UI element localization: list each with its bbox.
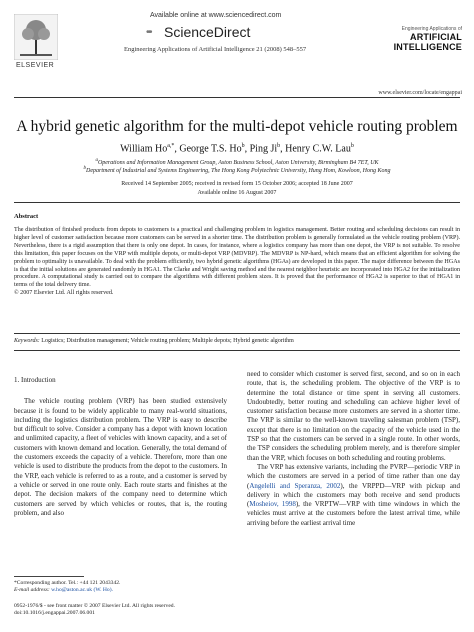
author-3-affil: b xyxy=(277,143,281,149)
citation-link-angelelli[interactable]: Angelelli and Speranza, 2002 xyxy=(249,481,341,490)
journal-url[interactable]: www.elsevier.com/locate/engappai xyxy=(378,90,462,96)
abstract-text: The distribution of finished products from depots to customers is a practical and challenging problem in logistics management. Better routing and scheduling decisions can result in higher level of customer satisfaction because more customers can be served in a shorter time. The distribution problem is generally formulated as the vehicle routing problem (VRP). Nevertheless, there is a rigid assumption that there is only one depot. In cases, for instance, where a logistics company has more than one depot, the VRP is not suitable. To resolve this limitation, this paper focuses on the VRP with multiple depots, or multi-depot VRP (MDVRP). The MDVRP is NP-hard, which means that an efficient algorithm for solving the problem to optimality is unavailable. To deal with the problem efficiently, two hybrid genetic algorithms (HGAs) are developed in this paper. The major difference between the HGAs is that the initial solutions are generated randomly in HGA1. The Clarke and Wright saving method and the nearest neighbor heuristic are incorporated into HGA2 for the initialization procedure. A computational study is carried out to compare the algorithms with different problem sizes. It is proved that the performance of HGA2 is superior to that of HGA1 in terms of the total delivery time. xyxy=(14,227,460,289)
author-1: William Ho xyxy=(120,143,168,155)
footnote-email-link[interactable]: w.ho@aston.ac.uk (W. Ho). xyxy=(49,587,113,593)
abstract-top-divider xyxy=(14,202,460,203)
keywords-label: Keywords: xyxy=(14,338,40,344)
author-3: , Ping Ji xyxy=(244,143,278,155)
journal-logo-line1: ARTIFICIAL xyxy=(410,32,462,42)
sciencedirect-label: ScienceDirect xyxy=(164,24,251,40)
author-list xyxy=(14,143,460,154)
body-divider xyxy=(14,350,460,351)
author-2: , George T.S. Ho xyxy=(174,143,242,155)
sciencedirect-brand xyxy=(146,24,251,40)
corresponding-author-footnote xyxy=(14,580,120,594)
intro-p2-text-c: ), the VRPTW—VRP with time windows in which the vehicles must arrive at the customers before the latest arrival time, while arriving before the earliest arrival time xyxy=(247,500,461,527)
intro-paragraph-1-cont: need to consider which customer is served first, second, and so on in each route, that is, the scheduling problem. The objective of the VRP is to determine the total distance or time spent in serving all customers. Undoubtedly, better routing and scheduling can achieve higher level of customer satisfaction because more customers are served in a shorter time. The VRP is similar to the well-known traveling salesman problem (TSP), except that there is no limitation on the capacity of the vehicle used in the TSP so that the customers can be served in a single route. In other words, the TSP considers the scheduling problem merely, and is therefore simpler than the VRP, which focuses on both scheduling and routing problems. xyxy=(247,370,460,462)
intro-p2-text-b: ), the VRPPD—VRP with pickup and delivery in which the customers may both receive and send products ( xyxy=(247,481,460,509)
left-column xyxy=(14,370,227,518)
section-heading-introduction: 1. Introduction xyxy=(14,376,56,384)
keywords xyxy=(14,338,460,344)
elsevier-tree-icon xyxy=(14,14,58,60)
intro-paragraph-1: The vehicle routing problem (VRP) has been studied extensively because it is found to be widely applicable to many real-world situations, including the logistics distribution problem. The VRP is easy to describe but difficult to solve. Consider a company has a depot with known location and unlimited capacity, a fleet of vehicles with known capacity, and a set of customers with known demand and location. Generally, the total demand of the customers exceeds the capacity of a vehicle. Therefore, more than one vehicle is used to distribute the products from the depot to the customers. In the VRP, each vehicle is referred to as a route, and a customer is served by a vehicle or served in one route only. Each route starts and finishes at the depot. The decision makers of the company need to determine which customers are served by which vehicles or routes, that is, the routing problem, and also xyxy=(14,397,227,517)
footnote-divider xyxy=(14,576,84,577)
abstract-copyright: © 2007 Elsevier Ltd. All rights reserved. xyxy=(14,290,114,297)
abstract-body xyxy=(14,227,460,298)
affiliation-b-marker: b xyxy=(83,166,86,171)
abstract-heading: Abstract xyxy=(14,213,39,220)
sciencedirect-dots-icon: ••• xyxy=(146,27,151,38)
paper-title: A hybrid genetic algorithm for the multi-depot vehicle routing problem xyxy=(16,118,458,135)
affiliation-b-text: Department of Industrial and Systems Engineering, The Hong Kong Polytechnic University, Hung Hom, Kowloon, Hong Kong xyxy=(86,168,391,174)
elsevier-logo xyxy=(14,14,70,74)
author-4: , Henry C.W. Lau xyxy=(280,143,351,155)
publisher-label: ELSEVIER xyxy=(16,62,55,69)
received-dates: Received 14 September 2005; received in revised form 15 October 2006; accepted 18 June 2007 xyxy=(121,181,353,187)
doi-line[interactable]: doi:10.1016/j.engappai.2007.06.001 xyxy=(14,610,95,616)
available-date: Available online 16 August 2007 xyxy=(197,190,277,196)
available-online-text: Available online at www.sciencedirect.com xyxy=(150,12,282,19)
journal-logo xyxy=(394,26,462,52)
affiliation-a-text: Operations and Information Management Group, Aston Business School, Aston University, Birmingham B4 7ET, UK xyxy=(97,160,379,166)
footnote-email xyxy=(14,587,120,594)
keywords-values: Logistics; Distribution management; Vehicle routing problem; Multiple depots; Hybrid genetic algorithm xyxy=(39,338,294,344)
affiliation-a-marker: a xyxy=(95,158,98,163)
journal-logo-line2: INTELLIGENCE xyxy=(393,42,462,52)
footnote-tel: *Corresponding author. Tel.: +44 121 2043342. xyxy=(14,580,121,586)
header-divider xyxy=(14,97,460,98)
right-column xyxy=(247,370,460,528)
author-1-affil: a,* xyxy=(167,143,175,149)
journal-citation: Engineering Applications of Artificial Intelligence 21 (2008) 548–557 xyxy=(124,46,307,53)
journal-header xyxy=(14,8,462,96)
journal-logo-subtitle: Engineering Applications of xyxy=(401,26,462,32)
author-4-affil: b xyxy=(350,143,354,149)
keywords-divider xyxy=(14,333,460,334)
footnote-email-label: E-mail address: xyxy=(14,587,50,593)
citation-link-mosheiov[interactable]: Mosheiov, 1998 xyxy=(249,500,296,509)
issn-line: 0952-1976/$ - see front matter © 2007 Elsevier Ltd. All rights reserved. xyxy=(14,603,175,609)
intro-p2-text-a: The VRP has extensive variants, including the PVRP—periodic VRP in which the customers are served in a period of time rather than one day ( xyxy=(247,462,460,490)
issn-doi-block xyxy=(14,603,175,617)
affiliation-b xyxy=(20,165,454,175)
author-2-affil: b xyxy=(241,143,245,149)
intro-paragraph-2 xyxy=(247,463,460,528)
